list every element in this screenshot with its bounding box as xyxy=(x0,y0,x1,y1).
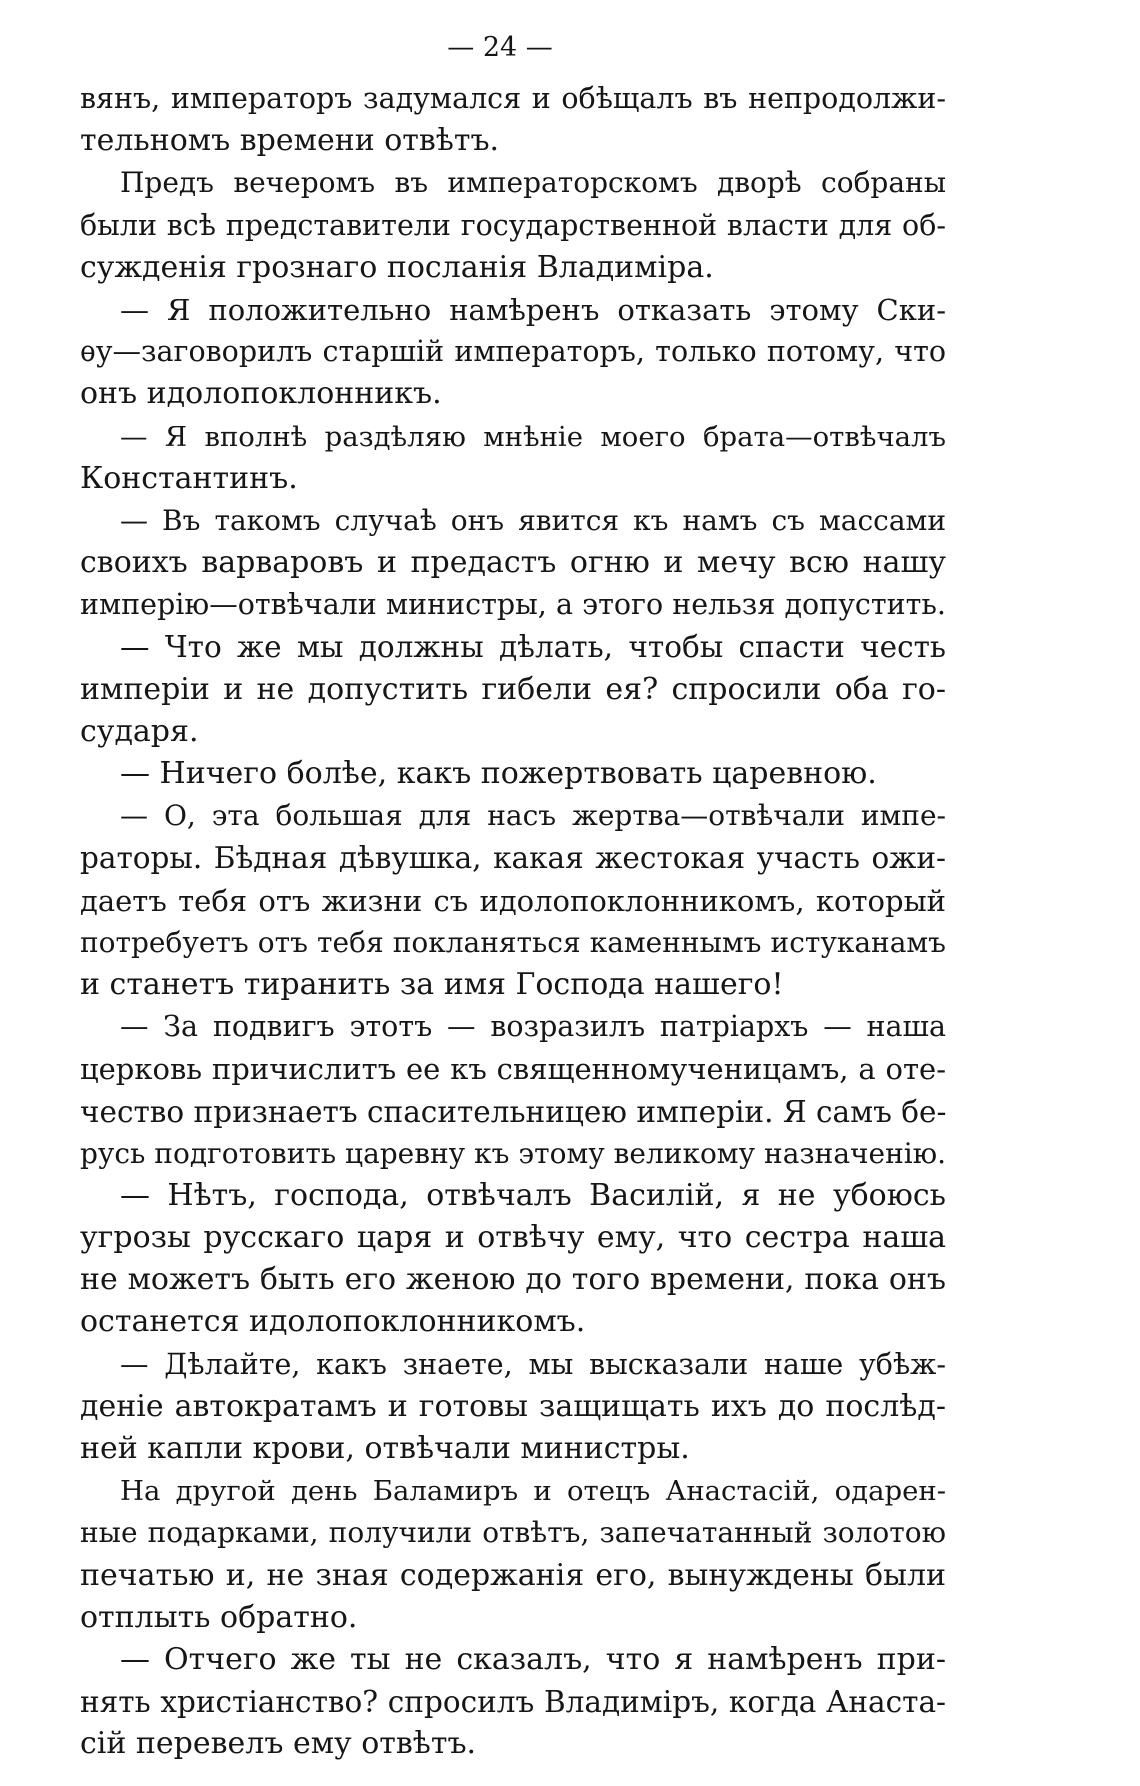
text-line: чество признаетъ спасительницею имперіи. Я самъ бе- xyxy=(80,1094,947,1129)
text-line: останется идолопоклонникомъ. xyxy=(80,1304,586,1340)
text-line: — О, эта большая для насъ жертва—отвѣчали импе- xyxy=(120,799,946,833)
text-line: — Въ такомъ случаѣ онъ явится къ намъ съ массами xyxy=(120,503,946,537)
text-line: угрозы русскаго царя и отвѣчу ему, что сестра наша xyxy=(80,1220,946,1256)
text-line: и станетъ тиранить за имя Господа нашего! xyxy=(80,966,784,1002)
body-text xyxy=(80,78,946,1766)
text-line: Константинъ. xyxy=(80,460,298,496)
text-line: церковь причислитъ ее къ священномученицамъ, а оте- xyxy=(80,1052,946,1087)
text-line: — Нѣтъ, господа, отвѣчалъ Василій, я не убоюсь xyxy=(120,1177,946,1213)
text-line: русь подготовить царевну къ этому великому назначенію. xyxy=(80,1136,946,1170)
text-line: ные подарками, получили отвѣтъ, запечатанный золотою xyxy=(80,1516,946,1550)
text-line: — Ничего болѣе, какъ пожертвовать царевною. xyxy=(120,756,877,791)
text-line: имперію—отвѣчали министры, а этого нельзя допустить. xyxy=(80,588,946,622)
text-line: отплыть обратно. xyxy=(80,1599,358,1635)
text-line: — Я вполнѣ раздѣляю мнѣніе моего брата—отвѣчалъ xyxy=(120,420,946,453)
text-line: своихъ варваровъ и предастъ огню и мечу всю нашу xyxy=(80,545,946,581)
text-line: — Отчего же ты не сказалъ, что я намѣренъ при- xyxy=(120,1641,946,1677)
text-line: потребуетъ отъ тебя покланяться каменнымъ истуканамъ xyxy=(80,925,946,959)
text-line: деніе автократамъ и готовы защищать ихъ до послѣд- xyxy=(80,1388,946,1424)
text-line: ѳу—заговорилъ старшій императоръ, только потому, что xyxy=(80,335,946,369)
text-line: онъ идолопоклонникъ. xyxy=(80,376,442,412)
text-line: тельномъ времени отвѣтъ. xyxy=(80,123,500,159)
text-line: — За подвигъ этотъ — возразилъ патріархъ — наша xyxy=(120,1010,946,1044)
text-line: — Я положительно намѣренъ отказать этому Ски- xyxy=(120,292,946,327)
text-line: были всѣ представители государственной власти для об- xyxy=(80,208,946,242)
text-line: — Дѣлайте, какъ знаете, мы высказали наше убѣж- xyxy=(120,1347,946,1381)
text-line: сій перевелъ ему отвѣтъ. xyxy=(80,1726,477,1762)
text-line: не можетъ быть его женою до того времени, пока онъ xyxy=(80,1262,946,1298)
text-line: Предъ вечеромъ въ императорскомъ дворѣ собраны xyxy=(120,166,946,200)
text-line: раторы. Бѣдная дѣвушка, какая жестокая участь ожи- xyxy=(80,841,946,876)
text-line: нять христіанство? спросилъ Владиміръ, когда Анаста- xyxy=(80,1685,946,1720)
text-line: сударя. xyxy=(80,713,199,749)
text-line: — Что же мы должны дѣлать, чтобы спасти честь xyxy=(120,630,946,665)
text-line: печатью и, не зная содержанія его, вынуждены были xyxy=(80,1557,946,1593)
text-line: вянъ, императоръ задумался и обѣщалъ въ непродолжи- xyxy=(80,82,946,115)
text-line: сужденія грознаго посланія Владиміра. xyxy=(80,249,714,285)
page-number: — 24 — xyxy=(447,32,553,63)
text-line: ней капли крови, отвѣчали министры. xyxy=(80,1431,690,1466)
text-line: На другой день Баламиръ и отецъ Анастасій, одарен- xyxy=(120,1475,946,1508)
text-line: имперіи и не допустить гибели ея? спросили оба го- xyxy=(80,671,946,707)
text-line: даетъ тебя отъ жизни съ идолопоклонникомъ, который xyxy=(80,883,946,918)
